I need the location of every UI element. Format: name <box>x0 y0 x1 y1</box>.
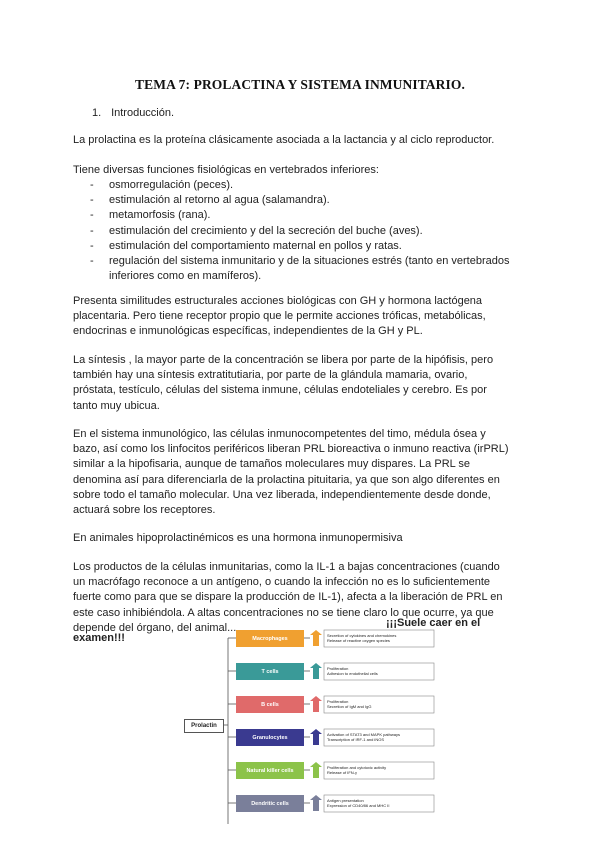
effect-line: Release of IFN-γ <box>327 770 358 775</box>
list-item: - metamorfosis (rana). <box>88 208 518 223</box>
effect-line: Adhesion to endothelial cells <box>327 671 378 676</box>
cell-type-box: Macrophages <box>236 630 304 647</box>
paragraph-immune-system: En el sistema inmunológico, las células inmunocompetentes del timo, médula ósea y bazo, así como los linfocitos periféricos liberan PRL bioreactiva o inmuno reactiva (irPRL) similar a la hipofisaria, aunque de tamaños moleculares muy dispares. La PRL se denomina así para diferenciarla de la prolactina pituitaria, ya que son algo diferentes en sobre todo el tamaño molecular. Una vez liberada, independientemente desde donde, actuará sobre los receptores. <box>73 428 509 517</box>
list-item: - estimulación del crecimiento y del la secreción del buche (aves). <box>88 224 518 239</box>
prolactin-diagram <box>184 626 514 838</box>
paragraph-hypoprolactinemic: En animales hipoprolactinémicos es una hormona inmunopermisiva <box>73 532 403 544</box>
effect-line: Release of reactive oxygen species <box>327 638 390 643</box>
section-number: 1. <box>92 107 102 119</box>
cell-type-box: Dendritic cells <box>236 795 304 812</box>
prolactin-box: Prolactin <box>184 719 224 733</box>
exam-warning: ¡¡¡Suele caer en el <box>386 617 481 629</box>
functions-list <box>88 178 518 284</box>
section-heading <box>92 107 174 119</box>
il1-text: Los productos de la células inmunitarias, como la IL-1 a bajas concentraciones (cuando un macrófago reconoce a un antígeno, o cuando la infección no es lo suficientemente fuerte como para que se dispare la producción de IL-1), afecta a la liberación de PRL en este caso inhibiéndola. A altas concentraciones no se tiene claro lo que ocurre, ya que depende del órgano, del animal... <box>73 561 503 634</box>
paragraph-intro: La prolactina es la proteína clásicamente asociada a la lactancia y al ciclo reproductor. <box>73 134 495 146</box>
effect-line: Activation of STAT3 and MAPK pathways <box>327 732 400 737</box>
paragraph-synthesis: La síntesis , la mayor parte de la concentración se libera por parte de la hipófisis, pero también hay una síntesis extratitutiaria, por parte de la glándula mamaria, ovario, próstata, testículo, células del sistema inmune, células endoteliales y cerebro. Es por tanto muy ubicua. <box>73 354 494 412</box>
page-title: TEMA 7: PROLACTINA Y SISTEMA INMUNITARIO. <box>135 77 465 92</box>
effect-line: Proliferation <box>327 699 349 704</box>
cell-type-box: Natural killer cells <box>236 762 304 779</box>
effect-line: Secretion of cytokines and chemokines <box>327 633 397 638</box>
effect-line: Antigen presentation <box>327 798 364 803</box>
paragraph-similarities: Presenta similitudes estructurales acciones biológicas con GH y hormona lactógena placentaria. Pero tiene receptor propio que le permite acciones tróficas, metabólicas, endocrinas e inmunológicas específicas, independientes de la GH y PL. <box>73 295 486 338</box>
increase-arrow-icon <box>310 795 322 811</box>
effect-description <box>327 765 432 775</box>
cell-type-box: B cells <box>236 696 304 713</box>
list-item: - estimulación al retorno al agua (salamandra). <box>88 193 518 208</box>
effect-description <box>327 699 432 709</box>
effect-description <box>327 798 432 808</box>
list-item: - osmorregulación (peces). <box>88 178 518 193</box>
list-item: - estimulación del comportamiento maternal en pollos y ratas. <box>88 239 518 254</box>
effect-description <box>327 633 432 643</box>
cell-type-box: Granulocytes <box>236 729 304 746</box>
effect-line: Secretion of IgM and IgG <box>327 704 372 709</box>
increase-arrow-icon <box>310 729 322 745</box>
increase-arrow-icon <box>310 663 322 679</box>
effect-description <box>327 666 432 676</box>
effect-line: Transcription of IRF-1 and iNOS <box>327 737 384 742</box>
effect-line: Proliferation <box>327 666 349 671</box>
increase-arrow-icon <box>310 696 322 712</box>
effect-description <box>327 732 432 742</box>
cell-type-box: T cells <box>236 663 304 680</box>
effect-line: Expression of CD40/86 and MHC II <box>327 803 390 808</box>
exam-warning-cont: examen!!! <box>73 632 125 644</box>
effect-line: Proliferation and cytotoxic activity <box>327 765 387 770</box>
list-item: - regulación del sistema inmunitario y de la situaciones estrés (tanto en vertebrados inferiores como en mamíferos). <box>88 254 518 284</box>
section-label: Introducción. <box>111 107 175 119</box>
increase-arrow-icon <box>310 630 322 646</box>
increase-arrow-icon <box>310 762 322 778</box>
paragraph-functions-intro: Tiene diversas funciones fisiológicas en vertebrados inferiores: <box>73 164 379 176</box>
